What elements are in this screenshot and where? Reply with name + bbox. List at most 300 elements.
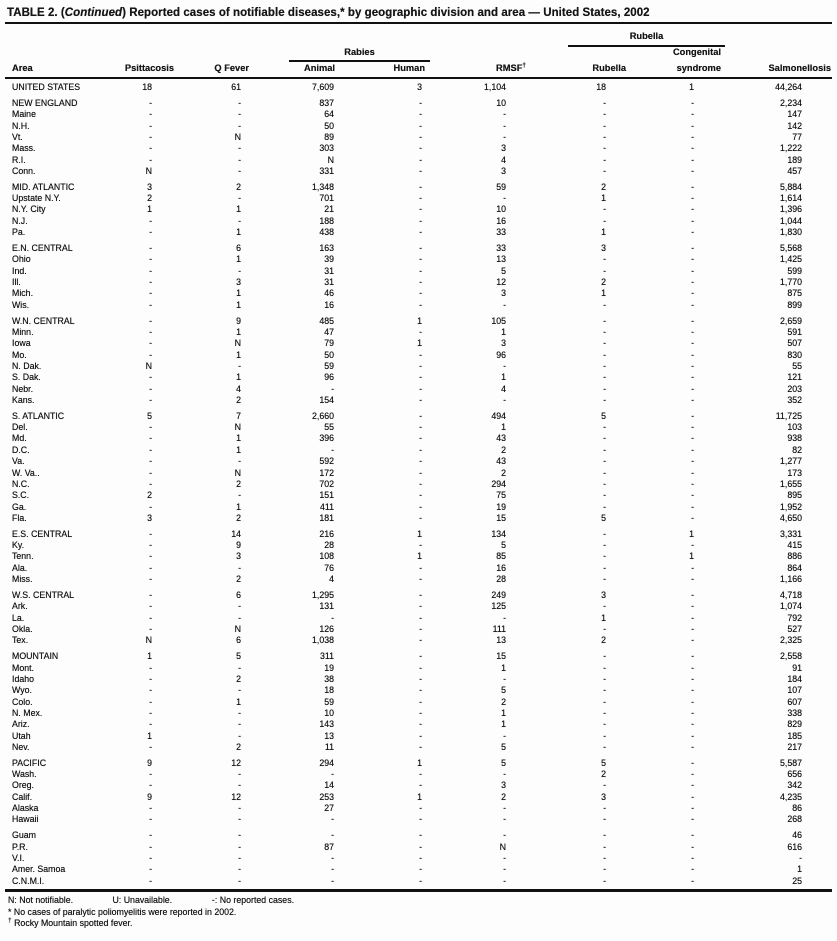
header-rule (5, 77, 832, 79)
cell-value: - (603, 97, 606, 108)
cell-value: 143 (319, 719, 334, 730)
table-row (5, 254, 832, 265)
cell-value: - (149, 769, 152, 780)
cell-value: 184 (787, 673, 802, 684)
cell-value: - (149, 719, 152, 730)
cell-value: 185 (787, 730, 802, 741)
cell-value: - (503, 394, 506, 405)
cell-value: - (149, 467, 152, 478)
cell-value: - (149, 707, 152, 718)
cell-value: 895 (787, 490, 802, 501)
table-section (5, 243, 832, 311)
table-row (5, 563, 832, 574)
cell-value: - (603, 719, 606, 730)
cell-area: N.J. (12, 215, 28, 226)
cell-value: 173 (787, 467, 802, 478)
table-row (5, 803, 832, 814)
cell-value: 303 (319, 143, 334, 154)
cell-value: - (603, 864, 606, 875)
cell-value: 91 (792, 662, 802, 673)
table-row (5, 830, 832, 841)
cell-value: 6 (236, 635, 241, 646)
cell-area: N. Mex. (12, 707, 43, 718)
table-row (5, 300, 832, 311)
cell-area: Ill. (12, 277, 21, 287)
cell-value: - (603, 574, 606, 585)
cell-value: 39 (324, 254, 334, 265)
cell-value: - (419, 154, 422, 165)
cell-value: 1 (417, 757, 422, 768)
cell-value: - (149, 315, 152, 326)
cell-value: - (691, 512, 694, 523)
cell-value: 76 (324, 562, 334, 573)
cell-value: 485 (319, 315, 334, 326)
cell-area: Md. (12, 433, 27, 444)
table-row (5, 490, 832, 501)
table-row (5, 204, 832, 215)
cell-value: 2,558 (779, 651, 802, 662)
cell-value: - (149, 601, 152, 612)
cell-value: - (238, 803, 241, 814)
cell-value: 105 (491, 315, 506, 326)
cell-area: Calif. (12, 791, 33, 802)
cell-value: - (603, 662, 606, 673)
cell-value: - (503, 730, 506, 741)
cell-area: Guam (12, 830, 36, 841)
cell-value: 111 (492, 623, 506, 634)
cell-value: 9 (147, 757, 152, 768)
cell-value: - (603, 254, 606, 265)
cell-value: 830 (787, 349, 802, 360)
table-row (5, 651, 832, 662)
cell-value: 2,660 (311, 410, 334, 421)
cell-area: Ga. (12, 501, 27, 512)
cell-value: - (503, 875, 506, 886)
cell-value: - (603, 165, 606, 176)
cell-value: 9 (147, 791, 152, 802)
cell-value: 1 (501, 422, 506, 433)
cell-value: - (691, 478, 694, 489)
cell-value: - (691, 165, 694, 176)
cell-value: - (419, 410, 422, 421)
cell-value: - (603, 143, 606, 154)
table-section (5, 316, 832, 407)
cell-area: Utah (12, 730, 31, 741)
cell-value: - (691, 349, 694, 360)
table-row (5, 674, 832, 685)
cell-value: 43 (496, 456, 506, 467)
cell-value: 5 (501, 741, 506, 752)
cell-value: - (691, 360, 694, 371)
cell-value: 3 (501, 165, 506, 176)
cell-value: - (149, 131, 152, 142)
cell-value: - (691, 433, 694, 444)
cell-value: - (691, 841, 694, 852)
cell-area: Maine (12, 109, 36, 120)
table-row (5, 456, 832, 467)
cell-value: 142 (787, 120, 802, 131)
table-section (5, 82, 832, 93)
cell-value: 64 (324, 109, 334, 120)
cell-value: - (149, 394, 152, 405)
cell-value: 59 (324, 696, 334, 707)
cell-value: 886 (787, 551, 802, 562)
cell-value: - (691, 803, 694, 814)
table-row (5, 155, 832, 166)
cell-value: - (331, 864, 334, 875)
cell-area: W.N. CENTRAL (12, 315, 75, 326)
cell-value: 50 (324, 120, 334, 131)
cell-value: 89 (324, 131, 334, 142)
cell-value: - (603, 433, 606, 444)
cell-value: 7,609 (311, 82, 334, 92)
cell-value: 16 (496, 562, 506, 573)
cell-value: - (691, 741, 694, 752)
cell-value: 96 (496, 349, 506, 360)
cell-value: 701 (319, 193, 334, 204)
cell-value: 55 (324, 422, 334, 433)
table-row (5, 411, 832, 422)
cell-value: 131 (319, 601, 334, 612)
cell-value: 1 (417, 791, 422, 802)
cell-value: - (603, 204, 606, 215)
cell-value: 875 (787, 288, 802, 299)
cell-value: 3 (147, 512, 152, 523)
cell-value: 18 (142, 82, 152, 92)
cell-value: - (419, 422, 422, 433)
cell-value: 59 (324, 360, 334, 371)
cell-value: - (691, 875, 694, 886)
cell-area: PACIFIC (12, 757, 47, 768)
cell-value: - (331, 444, 334, 455)
cell-value: - (603, 326, 606, 337)
cell-value: 1 (601, 227, 606, 238)
cell-value: N (499, 841, 506, 852)
table-row (5, 182, 832, 193)
table-row (5, 338, 832, 349)
cell-value: - (149, 288, 152, 299)
cell-area: Iowa (12, 338, 31, 349)
cell-value: - (149, 853, 152, 863)
cell-value: - (149, 551, 152, 562)
cell-value: - (691, 612, 694, 623)
table-row (5, 384, 832, 395)
column-header-salmonellosis: Salmonellosis (768, 63, 831, 73)
cell-value: - (691, 562, 694, 573)
cell-value: - (691, 254, 694, 265)
cell-value: - (419, 512, 422, 523)
cell-value: - (419, 109, 422, 120)
cell-value: 656 (787, 769, 802, 780)
cell-value: - (603, 551, 606, 562)
cell-value: - (603, 120, 606, 131)
cell-value: 181 (319, 512, 334, 523)
cell-value: - (149, 433, 152, 444)
table-row (5, 624, 832, 635)
cell-area: Tenn. (12, 551, 34, 562)
table-row (5, 445, 832, 456)
cell-value: - (419, 685, 422, 696)
cell-value: - (419, 875, 422, 886)
cell-value: - (691, 109, 694, 120)
cell-area: Wis. (12, 299, 30, 310)
cell-value: - (603, 131, 606, 142)
cell-value: - (503, 864, 506, 875)
cell-value: 415 (787, 540, 802, 551)
cell-area: Hawaii (12, 814, 39, 825)
cell-value: - (419, 467, 422, 478)
footnotes (5, 892, 832, 930)
cell-value: - (419, 372, 422, 383)
cell-value: - (603, 456, 606, 467)
cell-value: 6 (236, 589, 241, 600)
cell-value: N (145, 635, 152, 646)
cell-value: 2 (501, 467, 506, 478)
cell-value: 1,277 (779, 456, 802, 467)
cell-area: Del. (12, 422, 28, 433)
cell-value: - (149, 741, 152, 752)
cell-value: - (503, 853, 506, 863)
cell-value: - (419, 490, 422, 501)
cell-value: - (419, 853, 422, 863)
cell-value: 438 (319, 227, 334, 238)
cell-value: 172 (319, 467, 334, 478)
cell-value: 2 (236, 512, 241, 523)
cell-value: - (419, 299, 422, 310)
cell-value: 79 (324, 338, 334, 349)
cell-value: - (419, 265, 422, 276)
table-section (5, 182, 832, 239)
cell-value: - (691, 242, 694, 253)
cell-value: - (419, 394, 422, 405)
cell-value: - (419, 456, 422, 467)
cell-area: P.R. (12, 841, 28, 852)
cell-value: 1 (601, 288, 606, 299)
cell-value: 2 (236, 181, 241, 192)
cell-value: 5 (501, 757, 506, 768)
table-row (5, 708, 832, 719)
cell-value: 1 (147, 651, 152, 662)
cell-value: 3 (236, 551, 241, 562)
cell-value: - (691, 315, 694, 326)
cell-value: - (238, 154, 241, 165)
cell-value: 864 (787, 562, 802, 573)
cell-area: C.N.M.I. (12, 875, 45, 886)
cell-value: - (503, 673, 506, 684)
cell-value: - (238, 685, 241, 696)
cell-value: - (238, 456, 241, 467)
cell-area: UNITED STATES (12, 82, 81, 92)
cell-value: 125 (491, 601, 506, 612)
cell-value: - (691, 780, 694, 791)
cell-value: - (691, 769, 694, 780)
cell-value: - (603, 372, 606, 383)
cell-area: W. Va.. (12, 467, 40, 478)
cell-value: N (234, 467, 241, 478)
cell-value: 2 (236, 673, 241, 684)
cell-value: - (149, 109, 152, 120)
cell-value: - (238, 719, 241, 730)
cell-value: - (603, 265, 606, 276)
cell-value: 1,038 (311, 635, 334, 646)
cell-area: Ala. (12, 562, 28, 573)
cell-area: Idaho (12, 673, 35, 684)
cell-value: 494 (491, 410, 506, 421)
cell-value: - (419, 433, 422, 444)
cell-value: - (149, 780, 152, 791)
cell-value: 2 (236, 394, 241, 405)
cell-value: - (603, 651, 606, 662)
cell-value: 86 (792, 803, 802, 814)
cell-value: 28 (496, 574, 506, 585)
cell-value: - (331, 875, 334, 886)
cell-value: - (419, 841, 422, 852)
cell-value: 2 (501, 696, 506, 707)
cell-value: - (149, 456, 152, 467)
cell-value: - (149, 830, 152, 841)
cell-value: 61 (231, 82, 241, 92)
cell-value: 1,396 (779, 204, 802, 215)
cell-area: S.C. (12, 490, 30, 501)
column-header-qfever: Q Fever (214, 63, 249, 73)
table-row (5, 350, 832, 361)
cell-value: - (238, 265, 241, 276)
cell-area: Ky. (12, 540, 25, 551)
cell-value: - (149, 528, 152, 539)
cell-value: - (149, 97, 152, 108)
cell-value: 1,074 (779, 601, 802, 612)
cell-value: - (691, 154, 694, 165)
table-row (5, 193, 832, 204)
footnote-legend-u: U: Unavailable. (112, 895, 173, 906)
cell-value: - (691, 394, 694, 405)
cell-value: N (145, 165, 152, 176)
cell-value: - (691, 540, 694, 551)
cell-value: - (419, 662, 422, 673)
table-row (5, 719, 832, 730)
cell-value: - (691, 814, 694, 825)
cell-value: 25 (792, 875, 802, 886)
cell-value: 10 (496, 97, 506, 108)
cell-value: - (691, 662, 694, 673)
cell-value: - (503, 769, 506, 780)
table-section (5, 411, 832, 524)
cell-area: Ark. (12, 601, 28, 612)
cell-area: Ohio (12, 254, 31, 265)
cell-area: Oreg. (12, 780, 35, 791)
cell-value: - (419, 814, 422, 825)
cell-value: 2 (601, 181, 606, 192)
cell-value: - (691, 719, 694, 730)
cell-area: La. (12, 612, 25, 623)
cell-value: 46 (324, 288, 334, 299)
cell-value: - (149, 154, 152, 165)
cell-value: - (149, 574, 152, 585)
cell-value: - (238, 814, 241, 825)
cell-value: 10 (324, 707, 334, 718)
cell-value: - (691, 204, 694, 215)
cell-value: - (419, 540, 422, 551)
cell-value: - (149, 501, 152, 512)
cell-value: 77 (792, 131, 802, 142)
table-row (5, 166, 832, 177)
cell-value: 217 (787, 741, 802, 752)
cell-value: 1 (236, 433, 241, 444)
cell-value: 55 (792, 360, 802, 371)
cell-value: - (419, 589, 422, 600)
cell-value: 154 (319, 394, 334, 405)
cell-value: - (603, 730, 606, 741)
cell-value: 13 (496, 635, 506, 646)
cell-value: 1,295 (311, 589, 334, 600)
cell-value: - (691, 372, 694, 383)
table-row (5, 513, 832, 524)
cell-value: - (603, 528, 606, 539)
cell-value: 1,614 (779, 193, 802, 204)
table-row (5, 422, 832, 433)
column-group-rubella: Rubella (568, 28, 725, 47)
cell-value: - (691, 326, 694, 337)
cell-value: 44,264 (775, 82, 802, 92)
cell-area: Kans. (12, 394, 35, 405)
cell-value: 31 (324, 265, 334, 276)
cell-value: 107 (787, 685, 802, 696)
cell-value: 18 (596, 82, 606, 92)
cell-value: 1 (601, 612, 606, 623)
cell-value: - (331, 853, 334, 863)
cell-value: - (691, 601, 694, 612)
table-row (5, 121, 832, 132)
cell-area: Alaska (12, 803, 39, 814)
cell-value: 5,568 (779, 242, 802, 253)
cell-value: - (691, 120, 694, 131)
footnote-star: * No cases of paralytic poliomyelitis were reported in 2002. (8, 906, 237, 917)
cell-area: Upstate N.Y. (12, 193, 61, 204)
table-row (5, 395, 832, 406)
table-row (5, 697, 832, 708)
cell-value: 352 (787, 394, 802, 405)
cell-value: 18 (324, 685, 334, 696)
cell-value: - (691, 707, 694, 718)
cell-value: - (419, 673, 422, 684)
cell-value: 2,325 (779, 635, 802, 646)
cell-value: - (238, 193, 241, 204)
cell-value: 121 (787, 372, 802, 383)
cell-value: 203 (787, 383, 802, 394)
cell-value: 3,331 (779, 528, 802, 539)
cell-value: - (691, 97, 694, 108)
cell-value: 1 (689, 528, 694, 539)
cell-value: - (331, 830, 334, 841)
cell-value: 1,222 (779, 143, 802, 154)
cell-value: 2 (236, 478, 241, 489)
cell-value: 28 (324, 540, 334, 551)
cell-area: R.I. (12, 154, 26, 165)
cell-value: 38 (324, 673, 334, 684)
cell-value: - (419, 181, 422, 192)
table-row (5, 243, 832, 254)
cell-value: 702 (319, 478, 334, 489)
cell-value: 2 (236, 574, 241, 585)
cell-area: Colo. (12, 696, 33, 707)
cell-value: N (234, 422, 241, 433)
cell-area: V.I. (12, 853, 25, 863)
cell-value: - (149, 673, 152, 684)
cell-value: - (603, 394, 606, 405)
table-row (5, 288, 832, 299)
cell-value: 599 (787, 265, 802, 276)
cell-area: E.S. CENTRAL (12, 528, 73, 539)
